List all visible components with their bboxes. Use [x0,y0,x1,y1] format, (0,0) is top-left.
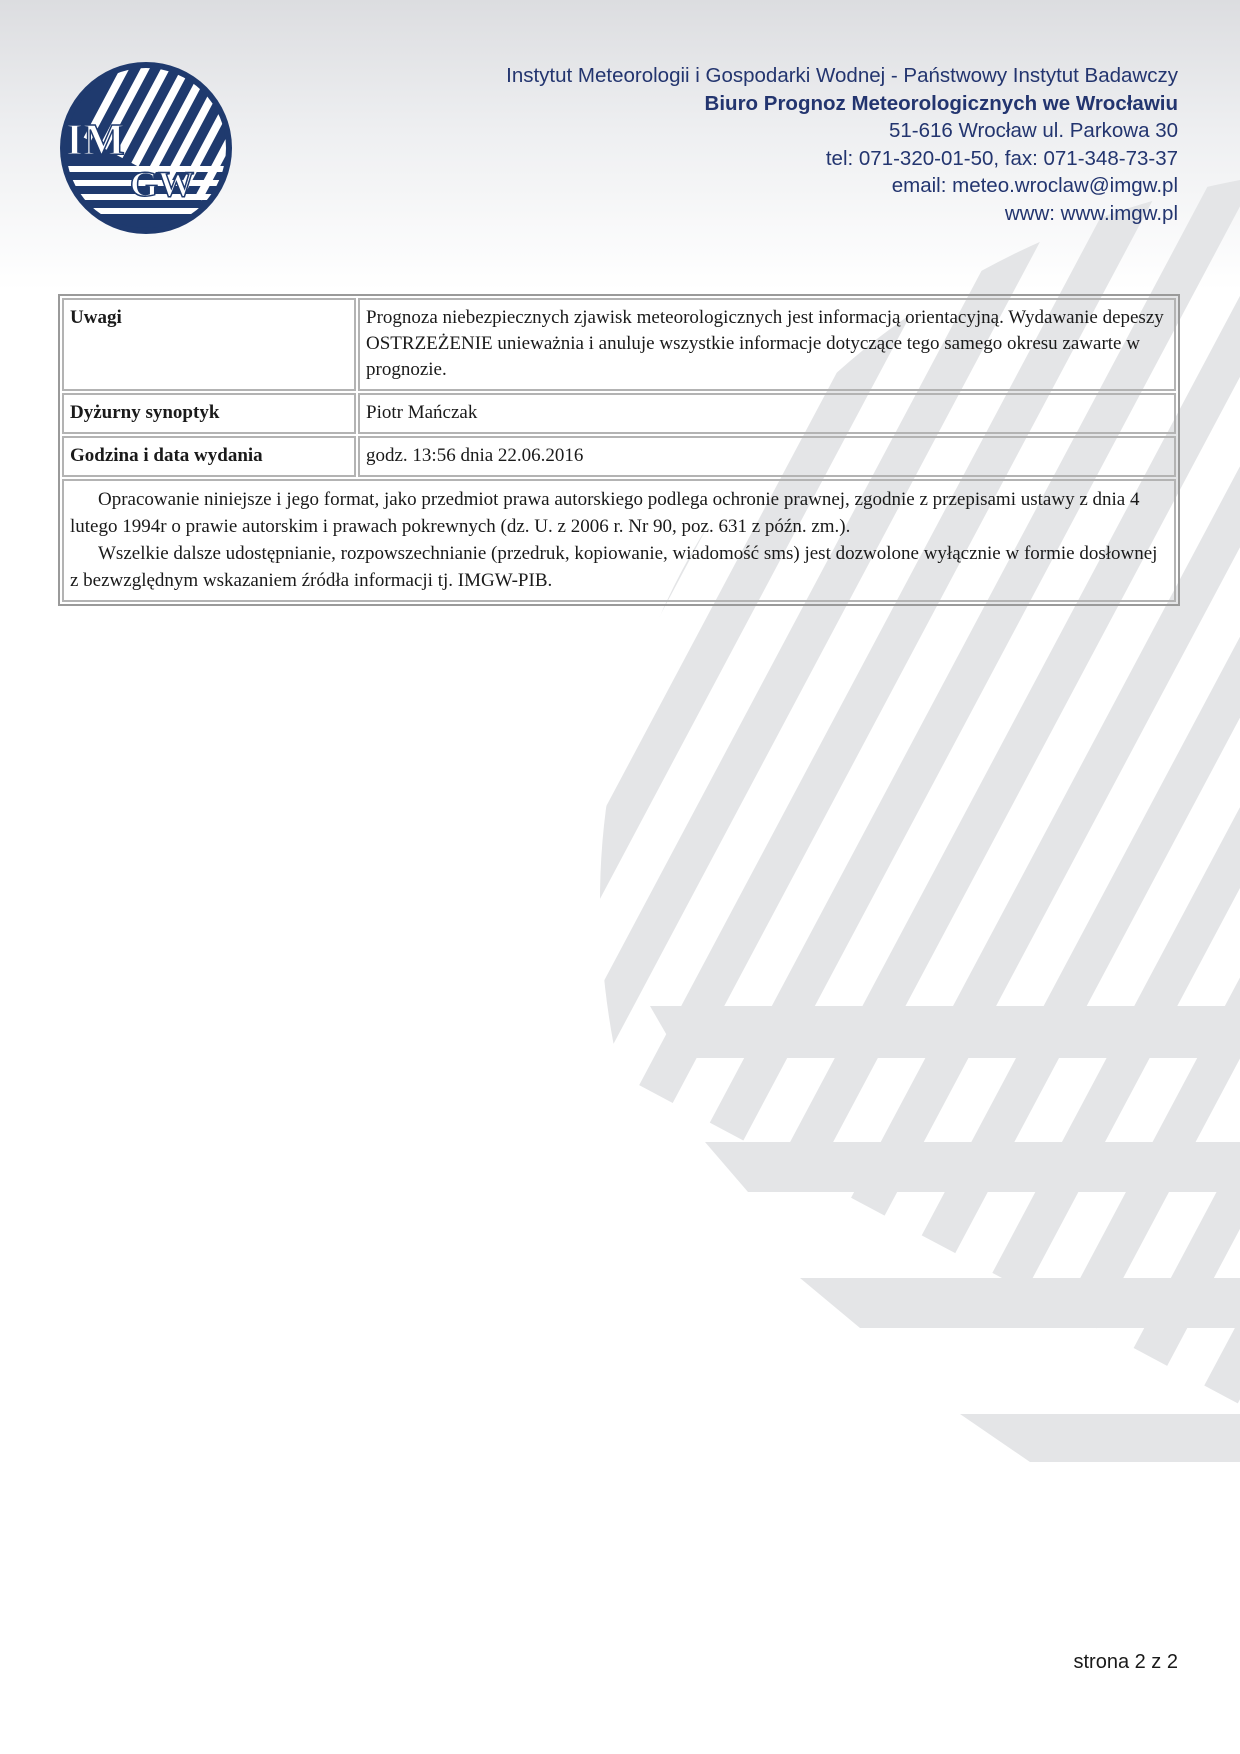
website: www: www.imgw.pl [1004,201,1178,225]
table-row [62,298,1176,391]
office-name: Biuro Prognoz Meteorologicznych we Wrocławiu [704,91,1178,115]
logo-text-gw: GW [130,164,195,204]
copyright-paragraph: Wszelkie dalsze udostępnianie, rozpowszechnianie (przedruk, kopiowanie, wiadomość sms) jest dozwolone wyłącznie w formie dosłownej z bezwzględnym wskazaniem źródła informacji tj. IMGW-PIB. [70,543,1158,591]
row-label: Uwagi [62,298,356,391]
institution-header [506,62,1178,227]
row-value: Piotr Mańczak [358,393,1176,434]
row-label: Godzina i data wydania [62,436,356,477]
row-value: godz. 13:56 dnia 22.06.2016 [358,436,1176,477]
phone-fax: tel: 071-320-01-50, fax: 071-348-73-37 [825,146,1178,170]
address: 51-616 Wrocław ul. Parkowa 30 [888,119,1178,142]
imgw-logo [56,58,236,238]
copyright-row [62,479,1176,602]
info-table [58,294,1180,606]
copyright-notice [62,479,1176,602]
page-number: strona 2 z 2 [1073,1651,1178,1673]
copyright-paragraph: Opracowanie niniejsze i jego format, jako przedmiot prawa autorskiego podlega ochronie prawnej, zgodnie z przepisami ustawy z dnia 4 lutego 1994r o prawie autorskim i prawach pokrewnych (dz. U. z 2006 r. Nr 90, poz. 631 z późn. zm.). [70,489,1140,537]
table-row [62,436,1176,477]
email-contact: email: meteo.wroclaw@imgw.pl [891,174,1178,197]
row-value: Prognoza niebezpiecznych zjawisk meteorologicznych jest informacją orientacyjną. Wydawanie depeszy OSTRZEŻENIE unieważnia i anuluje wszystkie informacje dotyczące tego samego okresu zawarte w prognozie. [358,298,1176,391]
institute-name: Instytut Meteorologii i Gospodarki Wodnej - Państwowy Instytut Badawczy [506,64,1178,87]
row-label: Dyżurny synoptyk [62,393,356,434]
logo-text-im: IM [66,115,125,164]
table-row [62,393,1176,434]
